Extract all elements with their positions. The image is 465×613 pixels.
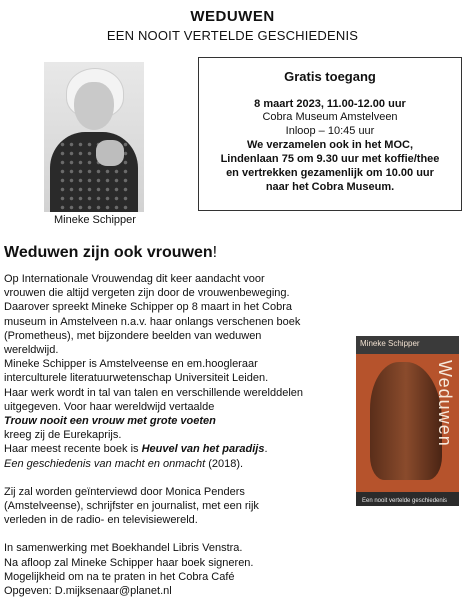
gather-line: Lindenlaan 75 om 9.30 uur met koffie/thee [220, 153, 440, 165]
body-line: Na afloop zal Mineke Schipper haar boek signeren. [4, 556, 254, 569]
signup-email-line[interactable]: Opgeven: D.mijksenaar@planet.nl [4, 585, 172, 598]
recent-book-line [4, 442, 344, 456]
body-line: In samenwerking met Boekhandel Libris Venstra. [4, 542, 243, 555]
body-line: (Amstelveense), schrijfster en journalist, met een rijk [4, 500, 259, 513]
body-line: vrouwen die altijd vergeten zijn door de vrouwenbeweging. [4, 287, 290, 300]
book-cover-subtitle: Een nooit vertelde geschiedenis [362, 498, 448, 504]
book-cover-author: Mineke Schipper [360, 339, 420, 348]
other-book-title: Een geschiedenis van macht en onmacht [4, 457, 206, 470]
event-venue: Cobra Museum Amstelveen [262, 111, 398, 123]
walk-in-time: Inloop – 10:45 uur [285, 125, 375, 137]
section-heading [4, 244, 217, 262]
free-entry-label: Gratis toegang [284, 69, 376, 84]
body-line: Haar werk wordt in tal van talen en verschillende werelddelen [4, 386, 303, 399]
book-title-line: Trouw nooit een vrouw met grote voeten [4, 415, 216, 428]
book-cover-image [356, 336, 459, 506]
body-line: Mineke Schipper is Amstelveense en em.hoogleraar [4, 358, 258, 371]
body-line: uitgegeven. Voor haar wereldwijd vertaalde [4, 400, 215, 413]
other-book-line [4, 457, 344, 471]
recent-book-title: Heuvel van het paradijs [141, 443, 265, 456]
body-line: Daarover spreekt Mineke Schipper op 8 maart in het Cobra [4, 301, 292, 314]
heading-mark: ! [212, 244, 218, 261]
gather-line: We verzamelen ook in het MOC, [246, 139, 414, 151]
recent-suffix: . [264, 443, 268, 456]
event-info-box [198, 57, 462, 211]
gather-line: naar het Cobra Museum. [265, 181, 395, 193]
other-book-year: (2018). [205, 457, 244, 470]
author-photo [44, 62, 144, 212]
body-line: Op Internationale Vrouwendag dit keer aandacht voor [4, 273, 265, 285]
photo-caption: Mineke Schipper [54, 214, 136, 226]
body-line: interculturele literatuurwetenschap Universiteit Leiden. [4, 372, 269, 385]
event-date: 8 maart 2023, 11.00-12.00 uur [254, 98, 406, 110]
body-line: wereldwijd. [4, 344, 59, 357]
body-line: verleden in de radio- en televisiewereld. [4, 514, 198, 527]
page-title: WEDUWEN [190, 8, 275, 25]
article-body [4, 272, 344, 598]
body-line: Zij zal worden geïnterviewd door Monica Penders [4, 485, 245, 498]
body-line: museum in Amstelveen n.a.v. haar onlangs verschenen boek [4, 315, 301, 328]
heading-text: Weduwen zijn ook vrouwen [4, 244, 213, 261]
gather-line: en vertrekken gezamenlijk om 10.00 uur [226, 167, 434, 179]
body-line: Mogelijkheid om na te praten in het Cobra Café [4, 570, 235, 583]
recent-prefix: Haar meest recente boek is [4, 443, 142, 456]
page-subtitle: EEN NOOIT VERTELDE GESCHIEDENIS [106, 28, 359, 43]
body-line: (Prometheus), met bijzondere beelden van weduwen [4, 329, 262, 342]
body-line: kreeg zij de Eurekaprijs. [4, 429, 122, 442]
book-cover-title: Weduwen [435, 360, 455, 447]
